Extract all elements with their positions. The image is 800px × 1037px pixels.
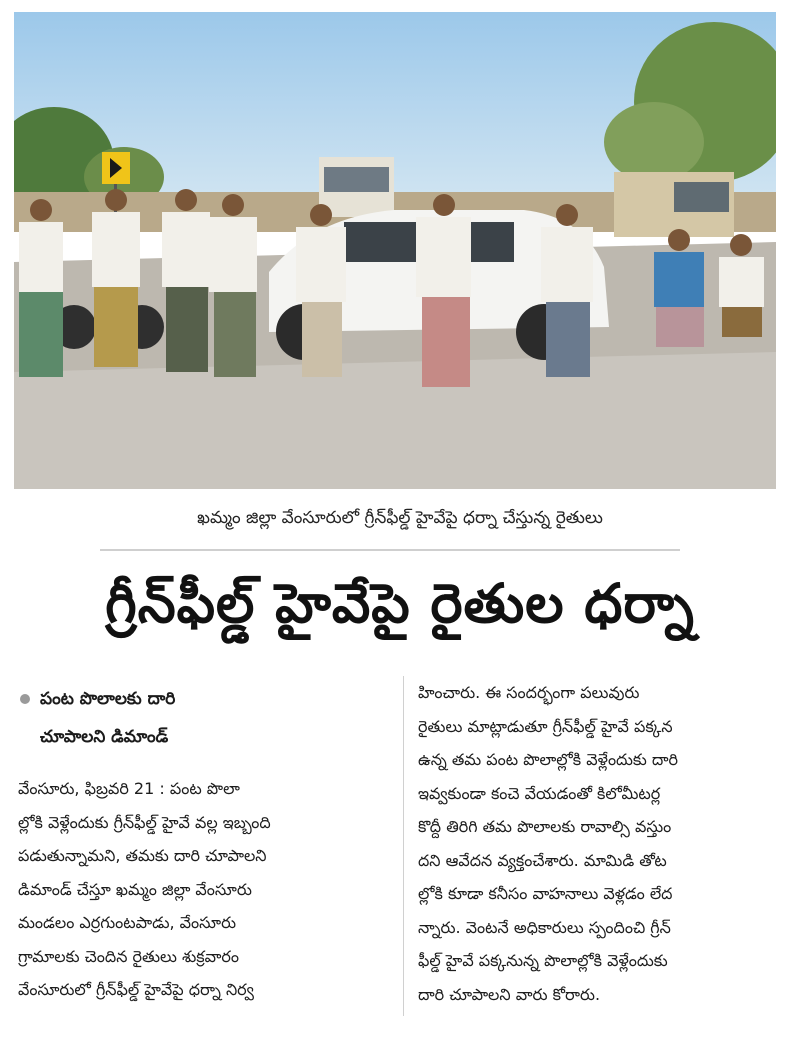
body-line: డిమాండ్ చేస్తూ ఖమ్మం జిల్లా వేంసూరు [18, 879, 252, 899]
photo-caption: ఖమ్మం జిల్లా వేంసూరులో గ్రీన్‌ఫీల్డ్ హైవేపై ధర్నా చేస్తున్న రైతులు [197, 508, 603, 528]
news-photo [14, 12, 776, 489]
subhead-line-2: చూపాలని డిమాండ్ [40, 727, 169, 747]
body-line: రైతులు మాట్లాడుతూ గ్రీన్‌ఫీల్డ్ హైవే పక్కన [418, 716, 673, 736]
caption-divider [100, 549, 680, 551]
body-line: ల్లోకి కూడా కనీసం వాహనాలు వెళ్లడం లేద [418, 884, 673, 903]
body-line: హించారు. ఈ సందర్భంగా పలువురు [418, 683, 640, 702]
body-line: ఫీల్డ్ హైవే పక్కనున్న పొలాల్లోకి వెళ్లేందుకు [418, 951, 668, 970]
subheadline [18, 680, 388, 756]
body-line: పడుతున్నామని, తమకు దారి చూపాలని [18, 846, 267, 865]
body-line: ఉన్న తమ పంట పొలాల్లోకి వెళ్లేందుకు దారి [418, 750, 678, 769]
news-photo-farmers-protest [14, 12, 776, 489]
subhead-text-1: పంట పొలాలకు దారి [40, 689, 176, 709]
article-body-right [418, 676, 780, 1011]
body-line: వేంసూరులో గ్రీన్‌ఫీల్డ్ హైవేపై ధర్నా నిర్వ [18, 980, 254, 999]
body-line: వేంసూరు, ఫిబ్రవరి 21 : పంట పొలా [18, 779, 240, 798]
bullet-icon [20, 694, 30, 704]
body-line: ఇవ్వకుండా కంచె వేయడంతో కిలోమీటర్ల [418, 783, 661, 803]
body-line: గ్రామాలకు చెందిన రైతులు శుక్రవారం [18, 946, 240, 966]
headline: గ్రీన్‌ఫీల్డ్ హైవేపై రైతుల ధర్నా [105, 572, 695, 635]
body-line: దని ఆవేదన వ్యక్తంచేశారు. మామిడి తోట [418, 850, 667, 870]
body-line: మండలం ఎర్రగుంటపాడు, వేంసూరు [18, 913, 237, 932]
body-line: దారి చూపాలని వారు కోరారు. [418, 984, 601, 1004]
body-line: ల్లోకి వెళ్లేందుకు గ్రీన్‌ఫీల్డ్ హైవే వల్ల ఇబ్బంది [18, 812, 271, 832]
subhead-line-1 [18, 680, 388, 718]
article-body-left [18, 772, 388, 1007]
column-divider [403, 676, 404, 1016]
body-line: న్నారు. వెంటనే అధికారులు స్పందించి గ్రీన్ [418, 917, 671, 937]
body-line: కొద్దీ తిరిగి తమ పొలాలకు రావాల్సి వస్తుం [418, 817, 672, 836]
